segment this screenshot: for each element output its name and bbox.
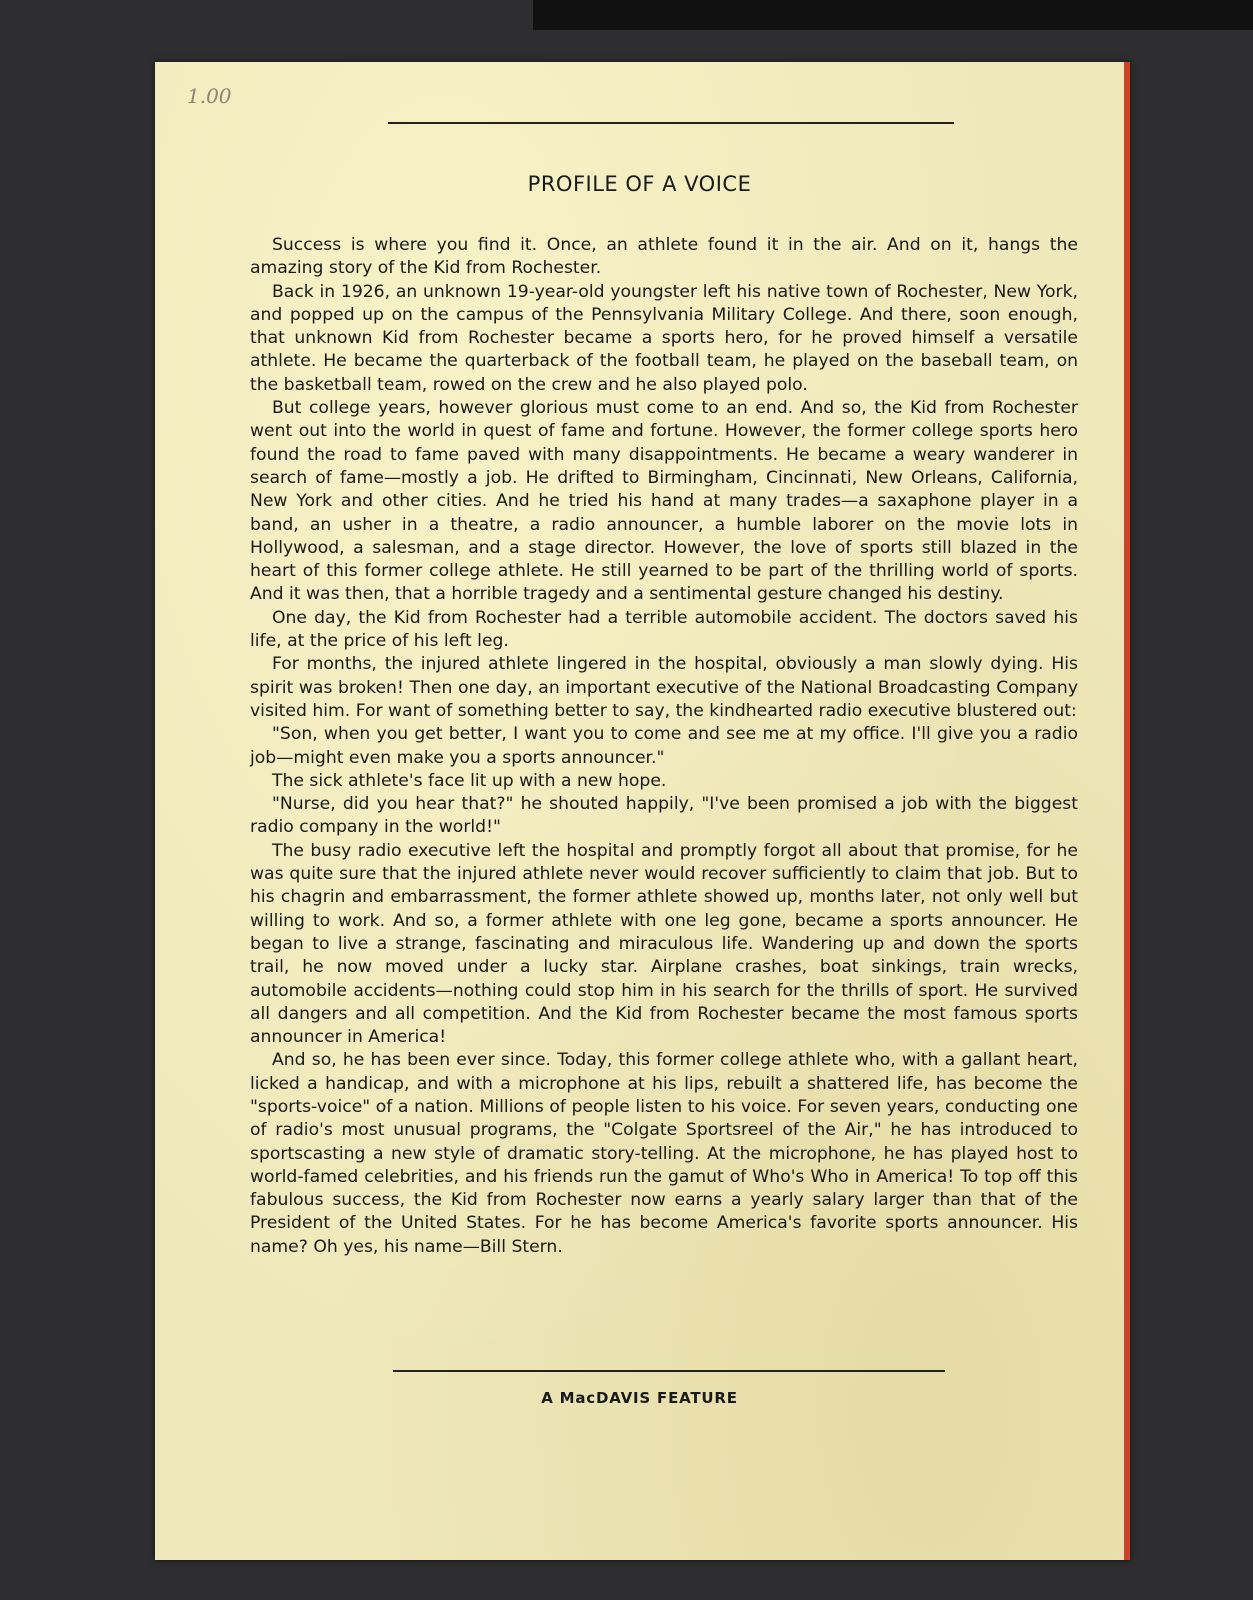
feature-credit: A MacDAVIS FEATURE: [541, 1389, 738, 1407]
paragraph: "Son, when you get better, I want you to come and see me at my office. I'll give you a radio job—might even make you a sports announcer.": [250, 724, 1078, 768]
paragraph: For months, the injured athlete lingered in the hospital, obviously a man slowly dying. His spirit was broken! Then one day, an important executive of the National Broadcasting Company visited him. For want of something better to say, the kindhearted radio executive blustered out:: [250, 654, 1078, 721]
paragraph: "Nurse, did you hear that?" he shouted happily, "I've been promised a job with the biggest radio company in the world!": [250, 794, 1078, 838]
paragraph: But college years, however glorious must come to an end. And so, the Kid from Rochester went out into the world in quest of fame and fortune. However, the former college sports hero found the road to fame paved with many disappointments. He became a weary wanderer in search of fame—mostly a job. He drifted to Birmingham, Cincinnati, New Orleans, California, New York and other cities. And he tried his hand at many trades—a saxaphone player in a band, an usher in a theatre, a radio announcer, a humble laborer on the movie lots in Hollywood, a salesman, and a stage director. However, the love of sports still blazed in the heart of this former college athlete. He still yearned to be part of the thrilling world of sports. And it was then, that a horrible tragedy and a sentimental gesture changed his destiny.: [250, 398, 1078, 605]
article-body: [250, 234, 1078, 1259]
pencil-price-note: 1.00: [187, 84, 232, 108]
paragraph: One day, the Kid from Rochester had a terrible automobile accident. The doctors saved his life, at the price of his left leg.: [250, 607, 1078, 652]
paragraph: Back in 1926, an unknown 19-year-old youngster left his native town of Rochester, New York, and popped up on the campus of the Pennsylvania Military College. And there, soon enough, that unknown Kid from Rochester became a sports hero, for he proved himself a versatile athlete. He became the quarterback of the football team, he played on the baseball team, on the basketball team, rowed on the crew and he also played polo.: [250, 281, 1078, 395]
paragraph: The sick athlete's face lit up with a new hope.: [272, 770, 667, 791]
paragraph: The busy radio executive left the hospital and promptly forgot all about that promise, for he was quite sure that the injured athlete never would recover sufficiently to claim that job. But to his chagrin and embarrassment, the former athlete showed up, months later, not only well but willing to work. And so, a former athlete with one leg gone, became a sports announcer. He began to live a strange, fascinating and miraculous life. Wandering up and down the sports trail, he now moved under a lucky star. Airplane crashes, boat sinkings, train wrecks, automobile accidents—nothing could stop him in his search for the thrills of sport. He survived all dangers and all competition. And the Kid from Rochester became the most famous sports announcer in America!: [250, 840, 1078, 1048]
top-divider: [388, 122, 954, 124]
bottom-divider: [393, 1370, 945, 1372]
magazine-page: [155, 62, 1130, 1560]
paragraph: Success is where you find it. Once, an athlete found it in the air. And on it, hangs the amazing story of the Kid from Rochester.: [250, 235, 1078, 279]
article-title: PROFILE OF A VOICE: [527, 172, 752, 196]
paragraph: And so, he has been ever since. Today, this former college athlete who, with a gallant heart, licked a handicap, and with a microphone at his lips, rebuilt a shattered life, has become the "sports-voice" of a nation. Millions of people listen to his voice. For seven years, conducting one of radio's most unusual programs, the "Colgate Sportsreel of the Air," he has introduced to sportscasting a new style of dramatic story-telling. At the microphone, he has played host to world-famed celebrities, and his friends run the gamut of Who's Who in America! To top off this fabulous success, the Kid from Rochester now earns a yearly salary larger than that of the President of the United States. For he has become America's favorite sports announcer. His name? Oh yes, his name—Bill Stern.: [250, 1050, 1078, 1257]
background-corner: [533, 0, 1253, 30]
